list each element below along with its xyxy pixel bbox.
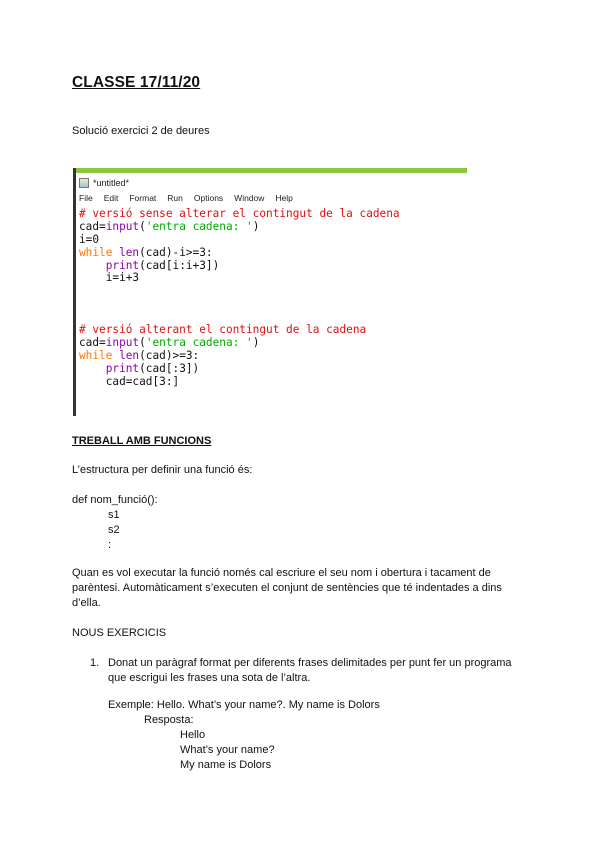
code-token: 'entra cadena: '	[145, 219, 253, 233]
code-token: (cad[:3])	[139, 361, 200, 375]
code-token: )	[252, 335, 260, 349]
editor-left-border	[73, 168, 76, 416]
code-token: print	[105, 258, 140, 272]
code-token: # versió sense alterar el contingut de la cadena	[79, 207, 400, 220]
menu-format[interactable]: Format	[129, 193, 157, 203]
exercises-heading: NOUS EXERCICIS	[72, 627, 167, 639]
editor-window-title: *untitled*	[93, 178, 130, 188]
menu-file[interactable]: File	[79, 193, 93, 203]
code-line	[79, 272, 400, 285]
section-heading: TREBALL AMB FUNCIONS	[72, 435, 212, 447]
answer-line: My name is Dolors	[180, 759, 272, 771]
code-token: len	[119, 245, 140, 259]
subtitle: Solució exercici 2 de deures	[72, 125, 210, 137]
code-token: len	[119, 348, 140, 362]
page-title: CLASSE 17/11/20	[72, 74, 201, 91]
code-token: cad=cad[3:]	[79, 374, 180, 388]
def-line: def nom_funció():	[72, 494, 158, 506]
exercise-example: Exemple: Hello. What’s your name?. My name is Dolors	[108, 699, 380, 711]
code-token: input	[105, 335, 140, 349]
editor-titlebar	[79, 176, 129, 190]
code-token: (cad)-i>=3:	[139, 245, 213, 259]
code-token: (	[139, 335, 146, 349]
code-token	[79, 362, 106, 375]
menu-help[interactable]: Help	[275, 193, 293, 203]
code-line	[79, 376, 400, 389]
editor-accent-bar	[73, 168, 467, 173]
def-body-line: s2	[108, 524, 120, 536]
code-token: cad=	[79, 335, 106, 349]
code-token: 'entra cadena: '	[145, 335, 253, 349]
menu-options[interactable]: Options	[193, 193, 224, 203]
code-token: )	[252, 219, 260, 233]
code-token: (cad[i:i+3])	[139, 258, 220, 272]
code-line	[79, 298, 400, 311]
code-token: while	[79, 245, 120, 259]
menu-edit[interactable]: Edit	[103, 193, 119, 203]
code-line	[79, 285, 400, 298]
idle-app-icon	[79, 178, 89, 188]
code-token: i=i+3	[79, 271, 140, 285]
exercise-text: que escrigui les frases una sota de l’altra.	[108, 672, 311, 684]
menu-run[interactable]: Run	[167, 193, 183, 203]
code-token	[79, 259, 106, 272]
code-token: cad=	[79, 219, 106, 233]
exercise-text: Donat un paràgraf format per diferents frases delimitades per punt fer un programa	[108, 657, 512, 669]
code-token: (	[139, 219, 146, 233]
code-token: i=0	[79, 232, 100, 246]
code-token: (cad)>=3:	[139, 348, 200, 362]
explanation-line: Quan es vol executar la funció només cal escriure el seu nom i obertura i tacament de	[72, 567, 491, 579]
code-token: # versió alterant el contingut de la cadena	[79, 323, 367, 337]
code-token: while	[79, 348, 120, 362]
answer-line: Hello	[180, 729, 206, 741]
code-token: print	[105, 361, 140, 375]
code-area	[79, 208, 400, 388]
exercise-number: 1.	[90, 657, 100, 669]
code-editor-screenshot	[73, 168, 467, 416]
code-line	[79, 221, 400, 234]
code-token: input	[105, 219, 140, 233]
editor-menubar	[79, 193, 293, 205]
intro-text: L’estructura per definir una funció és:	[72, 464, 253, 476]
answer-label: Resposta:	[144, 714, 194, 726]
explanation-line: d’ella.	[72, 597, 101, 609]
def-body-line: :	[108, 539, 112, 551]
answer-line: What’s your name?	[180, 744, 275, 756]
def-body-line: s1	[108, 509, 120, 521]
menu-window[interactable]: Window	[234, 193, 265, 203]
explanation-line: parèntesi. Automàticament s’executen el conjunt de sentències que té indentades a dins	[72, 582, 502, 594]
